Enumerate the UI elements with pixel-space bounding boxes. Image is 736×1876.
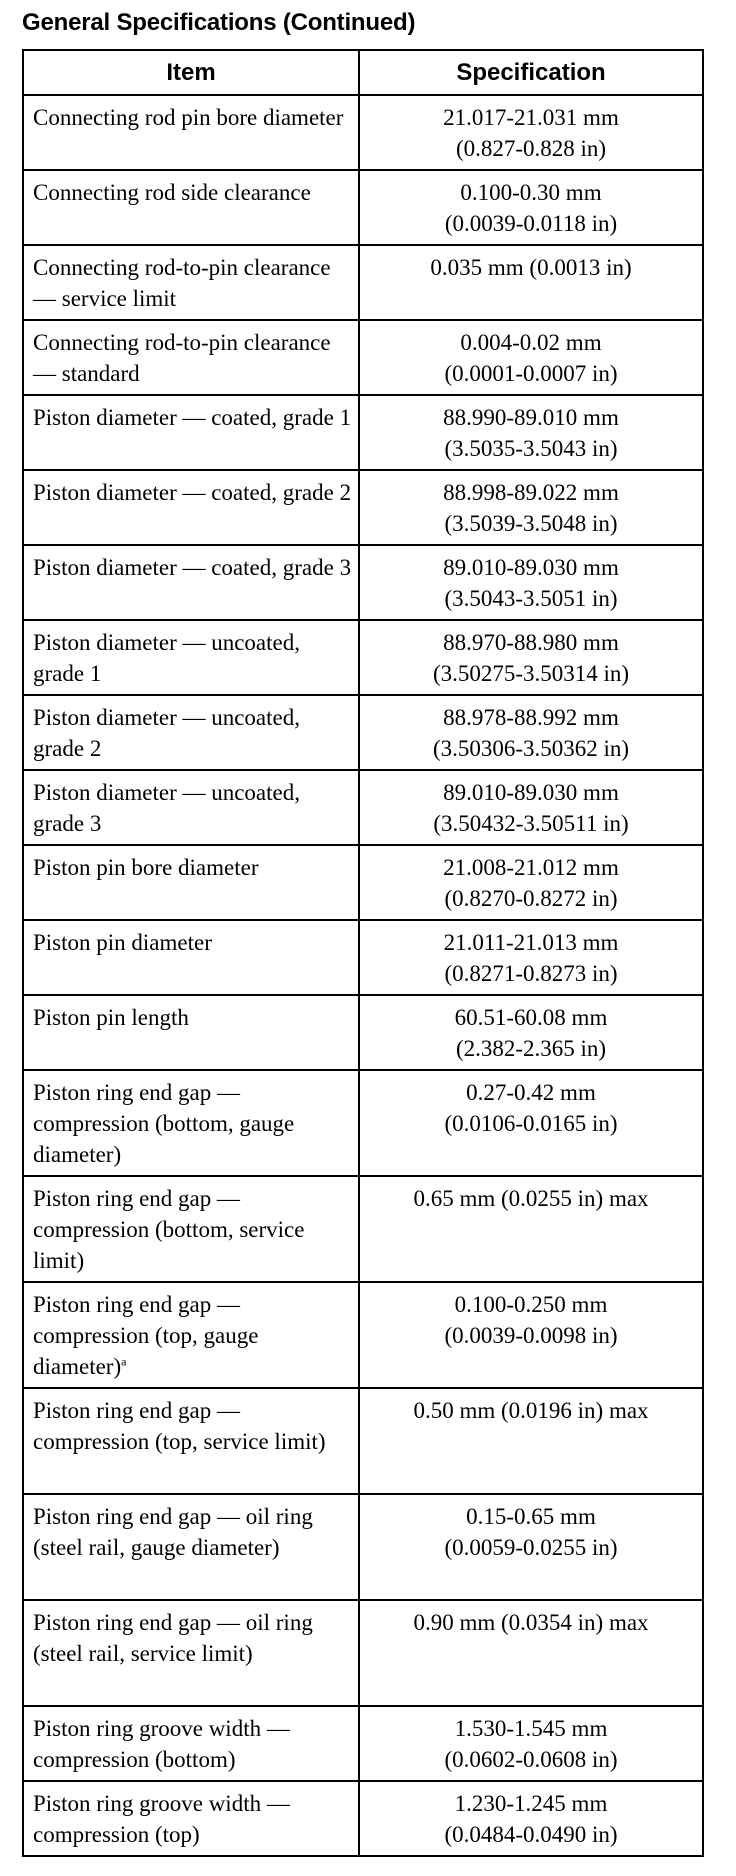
item-label: Piston ring groove width — compression (bottom): [33, 1716, 290, 1772]
specification-line: 1.230-1.245 mm: [454, 1791, 608, 1816]
specification-cell: [359, 695, 703, 770]
specification-cell: [359, 395, 703, 470]
item-label: Piston ring end gap — compression (top, gauge diameter): [33, 1292, 259, 1379]
item-cell: [23, 1388, 359, 1494]
table-row: [23, 1600, 703, 1706]
item-cell: [23, 1176, 359, 1282]
specification-line: 89.010-89.030 mm: [443, 780, 619, 805]
table-header-row: [23, 50, 703, 95]
specification-cell: [359, 470, 703, 545]
table-row: [23, 320, 703, 395]
specification-line: 0.27-0.42 mm: [466, 1080, 596, 1105]
item-cell: [23, 1070, 359, 1176]
table-row: [23, 695, 703, 770]
specification-line: 1.530-1.545 mm: [454, 1716, 608, 1741]
table-row: [23, 1176, 703, 1282]
specification-line: 21.008-21.012 mm: [443, 855, 619, 880]
table-row: [23, 770, 703, 845]
specification-line: (0.0602-0.0608 in): [444, 1747, 618, 1772]
specification-cell: [359, 1176, 703, 1282]
specification-line: 60.51-60.08 mm: [454, 1005, 608, 1030]
specification-line: 89.010-89.030 mm: [443, 555, 619, 580]
table-row: [23, 470, 703, 545]
specification-cell: [359, 845, 703, 920]
specification-line: (0.827-0.828 in): [455, 136, 607, 161]
specification-line: 0.100-0.250 mm: [454, 1292, 608, 1317]
specification-line: (3.50275-3.50314 in): [432, 661, 630, 686]
item-cell: [23, 1494, 359, 1600]
table-row: [23, 1388, 703, 1494]
table-row: [23, 1494, 703, 1600]
specification-line: 0.50 mm (0.0196 in) max: [413, 1398, 649, 1423]
item-cell: [23, 995, 359, 1070]
item-label: Connecting rod side clearance: [33, 180, 311, 205]
specification-line: (3.5035-3.5043 in): [444, 436, 618, 461]
specification-line: 0.65 mm (0.0255 in) max: [413, 1186, 649, 1211]
specification-cell: [359, 920, 703, 995]
item-cell: [23, 1781, 359, 1856]
item-cell: [23, 395, 359, 470]
table-row: [23, 1706, 703, 1781]
specifications-table: [22, 49, 704, 1857]
column-header-item: Item: [23, 50, 359, 95]
table-row: [23, 1070, 703, 1176]
table-row: [23, 95, 703, 170]
item-cell: [23, 1282, 359, 1388]
specification-line: (2.382-2.365 in): [455, 1036, 607, 1061]
specification-line: 21.017-21.031 mm: [443, 105, 619, 130]
specification-line: (0.0001-0.0007 in): [444, 361, 618, 386]
item-label: Piston diameter — uncoated, grade 3: [33, 780, 300, 836]
specification-cell: [359, 95, 703, 170]
specification-cell: [359, 1600, 703, 1706]
specification-cell: [359, 1706, 703, 1781]
item-cell: [23, 920, 359, 995]
specification-cell: [359, 770, 703, 845]
specification-cell: [359, 1494, 703, 1600]
specification-line: (0.0039-0.0118 in): [444, 211, 618, 236]
item-label: Piston pin length: [33, 1005, 189, 1030]
specification-cell: [359, 1070, 703, 1176]
item-label: Piston pin diameter: [33, 930, 212, 955]
specification-line: (0.0484-0.0490 in): [444, 1822, 618, 1847]
table-row: [23, 545, 703, 620]
item-cell: [23, 1600, 359, 1706]
specification-line: (3.5043-3.5051 in): [444, 586, 618, 611]
item-cell: [23, 245, 359, 320]
specification-cell: [359, 1282, 703, 1388]
item-label: Piston ring end gap — compression (bottom, service limit): [33, 1186, 305, 1273]
table-row: [23, 1781, 703, 1856]
item-cell: [23, 545, 359, 620]
table-row: [23, 845, 703, 920]
item-label: Piston diameter — coated, grade 2: [33, 480, 352, 505]
item-cell: [23, 320, 359, 395]
specification-line: 88.998-89.022 mm: [443, 480, 619, 505]
page-title: General Specifications (Continued): [22, 9, 416, 36]
item-label: Piston ring end gap — oil ring (steel rail, service limit): [33, 1610, 313, 1666]
table-row: [23, 620, 703, 695]
table-body: [23, 95, 703, 1856]
specification-line: 0.035 mm (0.0013 in): [430, 255, 632, 280]
item-label: Piston ring end gap — compression (top, service limit): [33, 1398, 326, 1454]
specification-line: (0.0039-0.0098 in): [444, 1323, 618, 1348]
item-cell: [23, 470, 359, 545]
item-cell: [23, 170, 359, 245]
item-cell: [23, 620, 359, 695]
specification-line: 88.990-89.010 mm: [443, 405, 619, 430]
item-label: Piston diameter — uncoated, grade 1: [33, 630, 300, 686]
footnote-marker: a: [121, 1354, 127, 1369]
specification-line: 88.970-88.980 mm: [443, 630, 619, 655]
column-header-specification: Specification: [359, 50, 703, 95]
specification-line: (0.0059-0.0255 in): [444, 1535, 618, 1560]
item-label: Connecting rod-to-pin clearance — standard: [33, 330, 331, 386]
table-row: [23, 920, 703, 995]
item-cell: [23, 695, 359, 770]
item-label: Piston diameter — coated, grade 1: [33, 405, 352, 430]
specification-line: (3.50306-3.50362 in): [432, 736, 630, 761]
table-row: [23, 245, 703, 320]
specification-line: 0.15-0.65 mm: [466, 1504, 596, 1529]
specification-cell: [359, 245, 703, 320]
table-row: [23, 395, 703, 470]
specification-cell: [359, 995, 703, 1070]
specification-line: 0.004-0.02 mm: [460, 330, 602, 355]
item-cell: [23, 770, 359, 845]
specification-line: 21.011-21.013 mm: [443, 930, 619, 955]
item-label: Connecting rod pin bore diameter: [33, 105, 344, 130]
item-label: Piston ring end gap — compression (bottom, gauge diameter): [33, 1080, 295, 1167]
specification-line: (0.8271-0.8273 in): [444, 961, 618, 986]
item-label: Piston pin bore diameter: [33, 855, 259, 880]
table-row: [23, 995, 703, 1070]
specification-line: (0.0106-0.0165 in): [444, 1111, 618, 1136]
item-label: Piston diameter — coated, grade 3: [33, 555, 352, 580]
specification-cell: [359, 620, 703, 695]
item-cell: [23, 95, 359, 170]
item-label: Piston diameter — uncoated, grade 2: [33, 705, 300, 761]
table-row: [23, 170, 703, 245]
specification-line: (0.8270-0.8272 in): [444, 886, 618, 911]
specification-cell: [359, 170, 703, 245]
item-cell: [23, 1706, 359, 1781]
specification-cell: [359, 545, 703, 620]
item-label: Piston ring groove width — compression (top): [33, 1791, 290, 1847]
specification-cell: [359, 1388, 703, 1494]
specification-line: 0.100-0.30 mm: [460, 180, 602, 205]
item-cell: [23, 845, 359, 920]
item-label: Piston ring end gap — oil ring (steel rail, gauge diameter): [33, 1504, 313, 1560]
specification-cell: [359, 320, 703, 395]
specification-line: 88.978-88.992 mm: [443, 705, 619, 730]
table-row: [23, 1282, 703, 1388]
item-label: Connecting rod-to-pin clearance — service limit: [33, 255, 331, 311]
specification-line: 0.90 mm (0.0354 in) max: [413, 1610, 649, 1635]
specification-line: (3.50432-3.50511 in): [433, 811, 629, 836]
specification-line: (3.5039-3.5048 in): [444, 511, 618, 536]
specification-cell: [359, 1781, 703, 1856]
